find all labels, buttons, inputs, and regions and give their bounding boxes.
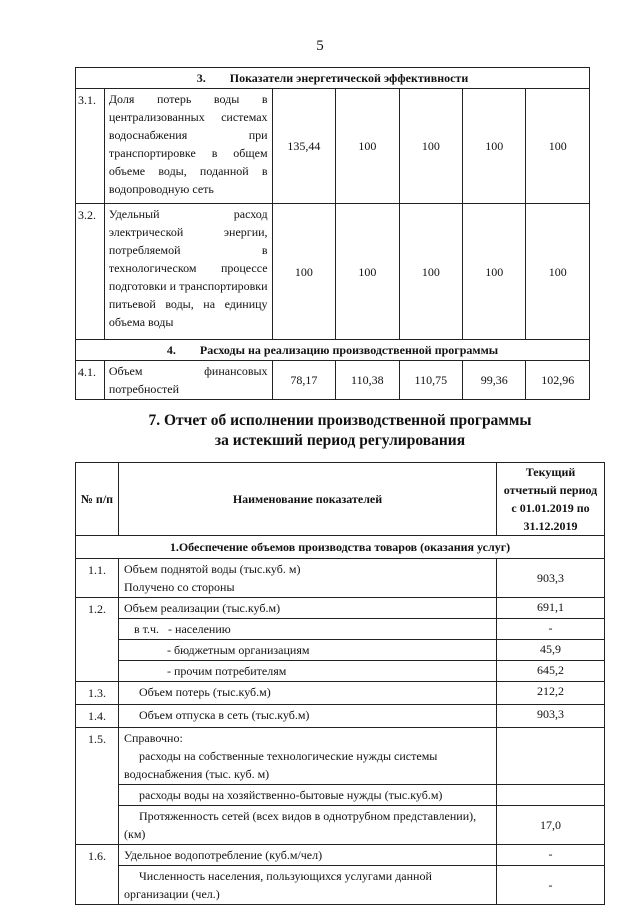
table-row (76, 845, 605, 866)
value-cell: 903,3 (497, 705, 605, 728)
indicator-name: Объем потерь (тыс.куб.м) (119, 682, 497, 705)
table-row (76, 598, 605, 619)
section-heading (0, 411, 640, 451)
section-row (76, 340, 590, 361)
value-cell: 691,1 (497, 598, 605, 619)
value-cell: 110,38 (336, 361, 400, 400)
row-number: 3.1. (76, 89, 105, 204)
value-cell: 102,96 (526, 361, 590, 400)
section-1-title: 1.Обеспечение объемов производства товаров (оказания услуг) (76, 536, 605, 559)
value-cell: 78,17 (272, 361, 336, 400)
table-row (76, 728, 605, 785)
value-cell: 110,75 (399, 361, 463, 400)
table-row (76, 806, 605, 845)
table-row (76, 682, 605, 705)
value-cell: 100 (463, 204, 526, 340)
indicator-name: Удельное водопотребление (куб.м/чел) (119, 845, 497, 866)
heading-line-1: 7. Отчет об исполнении производственной программы (148, 412, 532, 429)
value-cell: 903,3 (497, 559, 605, 598)
indicator-name: - бюджетным организациям (119, 640, 497, 661)
value-cell (497, 728, 605, 785)
report-table (75, 462, 605, 905)
header-num: № п/п (76, 463, 119, 536)
row-number: 1.6. (76, 845, 119, 905)
indicator-name: в т.ч. - населению (119, 619, 497, 640)
page-number: 5 (316, 38, 324, 54)
indicator-name: Удельный расход электрической энергии, потребляемой в технологическом процессе подготовки и транспортировки питьевой воды, на единицу объема воды (104, 204, 272, 340)
header-name: Наименование показателей (119, 463, 497, 536)
section-4-title: 4. Расходы на реализацию производственной программы (76, 340, 590, 361)
table-row (76, 785, 605, 806)
table-row (76, 866, 605, 905)
indicator-name: Объем финансовых потребностей (104, 361, 272, 400)
value-cell: 100 (526, 204, 590, 340)
value-cell: 100 (336, 204, 400, 340)
value-cell: - (497, 866, 605, 905)
table-row (76, 705, 605, 728)
indicator-name: Объем отпуска в сеть (тыс.куб.м) (119, 705, 497, 728)
indicator-name: - прочим потребителям (119, 661, 497, 682)
value-cell: 135,44 (272, 89, 336, 204)
indicator-name: Протяженность сетей (всех видов в однотрубном представлении), (км) (119, 806, 497, 845)
row-number: 1.4. (76, 705, 119, 728)
value-cell: 100 (399, 89, 463, 204)
row-number: 1.2. (76, 598, 119, 682)
value-cell: 100 (272, 204, 336, 340)
indicator-name: Объем поднятой воды (тыс.куб. м) Получено со стороны (119, 559, 497, 598)
table-row (76, 204, 590, 340)
value-cell (497, 785, 605, 806)
value-cell: 645,2 (497, 661, 605, 682)
value-cell: 45,9 (497, 640, 605, 661)
row-number: 1.5. (76, 728, 119, 845)
value-cell: 100 (336, 89, 400, 204)
section-3-title: 3. Показатели энергетической эффективности (76, 68, 590, 89)
indicator-name: Доля потерь воды в централизованных системах водоснабжения при транспортировке в общем объеме воды, поданной в водопроводную сеть (104, 89, 272, 204)
value-cell: 17,0 (497, 806, 605, 845)
indicator-name: Численность населения, пользующихся услугами данной организации (чел.) (119, 866, 497, 905)
efficiency-table (75, 67, 590, 400)
section-row (76, 536, 605, 559)
table-row (76, 661, 605, 682)
row-number: 1.3. (76, 682, 119, 705)
value-cell: 100 (526, 89, 590, 204)
indicator-name: Объем реализации (тыс.куб.м) (119, 598, 497, 619)
section-row (76, 68, 590, 89)
indicator-name: расходы воды на хозяйственно-бытовые нужды (тыс.куб.м) (119, 785, 497, 806)
header-period: Текущий отчетный период с 01.01.2019 по 31.12.2019 (497, 463, 605, 536)
value-cell: 100 (463, 89, 526, 204)
table-row (76, 640, 605, 661)
table-row (76, 559, 605, 598)
value-cell: - (497, 845, 605, 866)
value-cell: 100 (399, 204, 463, 340)
row-number: 3.2. (76, 204, 105, 340)
value-cell: 99,36 (463, 361, 526, 400)
table-row (76, 89, 590, 204)
table-row (76, 361, 590, 400)
heading-line-2: за истекший период регулирования (214, 432, 466, 449)
row-number: 4.1. (76, 361, 105, 400)
indicator-name: Справочно: расходы на собственные технологические нужды системы водоснабжения (тыс. куб. м) (119, 728, 497, 785)
row-number: 1.1. (76, 559, 119, 598)
header-row (76, 463, 605, 536)
value-cell: 212,2 (497, 682, 605, 705)
table-row (76, 619, 605, 640)
value-cell: - (497, 619, 605, 640)
